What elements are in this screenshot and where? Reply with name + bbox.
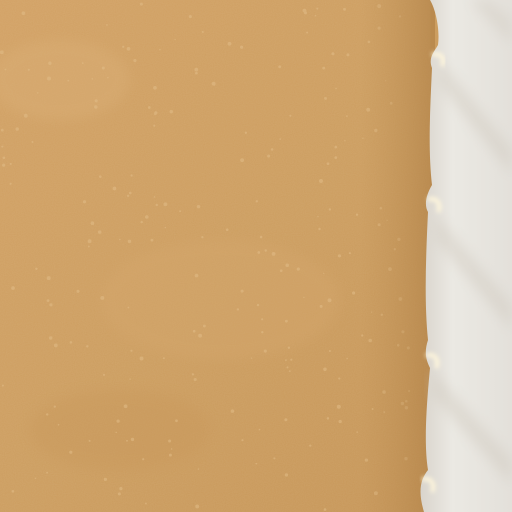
- speckle: [195, 504, 199, 508]
- speckle: [24, 114, 28, 118]
- speckle: [260, 236, 263, 239]
- speckle: [289, 115, 291, 117]
- speckle: [352, 291, 355, 294]
- speckle: [140, 3, 143, 6]
- speckle: [49, 303, 52, 306]
- speckle: [116, 419, 119, 422]
- speckle: [327, 417, 329, 419]
- speckle: [100, 296, 104, 300]
- speckle: [170, 110, 173, 113]
- speckle: [240, 46, 243, 49]
- speckle: [285, 359, 287, 361]
- speckle: [329, 208, 331, 210]
- speckle: [47, 276, 51, 280]
- speckle: [316, 8, 318, 10]
- speckle: [153, 86, 157, 90]
- speckle: [67, 80, 69, 82]
- speckle: [174, 39, 175, 40]
- speckle: [245, 132, 247, 134]
- speckle: [202, 31, 204, 33]
- speckle: [1, 146, 3, 148]
- speckle: [106, 24, 108, 26]
- speckle: [115, 432, 117, 434]
- speckle: [91, 221, 95, 225]
- speckle: [257, 251, 260, 254]
- speckle: [126, 440, 128, 442]
- speckle: [198, 468, 199, 469]
- speckle: [261, 331, 263, 333]
- speckle: [195, 274, 199, 278]
- speckle: [154, 113, 156, 115]
- speckle: [47, 299, 50, 302]
- speckle: [346, 358, 348, 360]
- speckle: [58, 424, 60, 426]
- speckle: [264, 249, 266, 251]
- speckle: [255, 463, 257, 465]
- speckle: [165, 227, 166, 228]
- speckle: [10, 163, 12, 165]
- speckle: [145, 503, 147, 505]
- speckle: [35, 268, 37, 270]
- speckle: [320, 305, 323, 308]
- speckle: [130, 174, 132, 176]
- speckle: [288, 347, 290, 349]
- speckle: [5, 69, 7, 71]
- speckle: [159, 49, 161, 51]
- speckle: [49, 336, 52, 339]
- speckle: [194, 378, 197, 381]
- speckle: [285, 320, 288, 323]
- speckle: [82, 62, 84, 64]
- speckle: [10, 183, 12, 185]
- speckle: [0, 50, 4, 54]
- speckle: [99, 175, 102, 178]
- speckle: [315, 15, 317, 17]
- speckle: [322, 67, 325, 70]
- speckle: [356, 214, 358, 216]
- speckle: [69, 451, 72, 454]
- speckle: [131, 438, 134, 441]
- speckle: [46, 472, 48, 474]
- speckle: [289, 370, 291, 372]
- speckle: [37, 92, 39, 94]
- speckle: [86, 345, 88, 347]
- speckle: [198, 334, 202, 338]
- speckle: [127, 195, 129, 197]
- speckle: [240, 158, 244, 162]
- speckle: [318, 228, 320, 230]
- speckle: [261, 318, 263, 320]
- speckle: [195, 72, 198, 75]
- speckle: [334, 156, 337, 159]
- speckle: [129, 378, 130, 379]
- speckle: [16, 127, 19, 130]
- speckle: [309, 444, 311, 446]
- edge-shadow: [360, 0, 435, 512]
- speckle: [339, 420, 342, 423]
- speckle: [256, 200, 258, 202]
- speckle: [119, 239, 121, 241]
- speckle: [128, 240, 131, 243]
- speckle: [327, 162, 330, 165]
- speckle: [306, 32, 308, 34]
- speckle: [346, 115, 348, 117]
- speckle: [145, 215, 149, 219]
- speckle: [163, 357, 165, 359]
- speckle: [278, 65, 281, 68]
- speckle: [156, 204, 158, 206]
- speckle: [104, 478, 107, 481]
- speckle: [2, 164, 5, 167]
- speckle: [76, 290, 79, 293]
- speckle: [168, 439, 171, 442]
- speckle: [102, 66, 105, 69]
- speckle: [103, 374, 105, 376]
- speckle: [323, 273, 324, 274]
- speckle: [47, 77, 51, 81]
- speckle: [140, 221, 142, 223]
- speckle: [169, 454, 172, 457]
- speckle: [264, 350, 267, 353]
- speckle: [334, 146, 337, 149]
- speckle: [154, 196, 156, 198]
- speckle: [70, 341, 73, 344]
- speckle: [193, 330, 196, 333]
- speckle: [335, 88, 337, 90]
- speckle: [12, 490, 15, 493]
- speckle: [1, 129, 4, 132]
- speckle: [133, 59, 136, 62]
- speckle: [251, 357, 252, 358]
- speckle: [273, 457, 275, 459]
- speckle: [130, 350, 132, 352]
- speckle: [259, 429, 261, 431]
- speckle: [171, 448, 172, 449]
- speckle: [94, 105, 97, 108]
- speckle: [303, 9, 307, 13]
- speckle: [331, 52, 334, 55]
- speckle: [226, 228, 229, 231]
- speckle: [279, 138, 281, 140]
- speckle: [287, 366, 289, 368]
- speckle: [324, 97, 327, 100]
- speckle: [194, 68, 198, 72]
- speckle: [271, 148, 274, 151]
- speckle: [237, 308, 239, 310]
- speckle: [228, 42, 232, 46]
- speckle: [46, 413, 48, 415]
- speckle: [203, 325, 206, 328]
- speckle: [285, 473, 288, 476]
- speckle: [11, 286, 15, 290]
- speckle: [338, 378, 340, 380]
- speckle: [267, 155, 270, 158]
- speckle: [54, 344, 58, 348]
- speckle: [280, 269, 283, 272]
- speckle: [32, 141, 34, 143]
- speckle: [124, 404, 128, 408]
- speckle: [127, 47, 131, 51]
- speckle: [83, 200, 86, 203]
- speckle: [290, 359, 292, 361]
- speckle: [2, 385, 4, 387]
- speckle: [343, 8, 346, 11]
- speckle: [142, 458, 144, 460]
- speckle: [3, 157, 6, 160]
- speckle: [98, 230, 101, 233]
- speckle: [323, 368, 327, 372]
- speckle: [241, 290, 244, 293]
- speckle: [128, 307, 130, 309]
- speckle: [297, 268, 300, 271]
- speckle: [356, 431, 358, 433]
- speckle: [140, 357, 144, 361]
- speckle: [337, 405, 341, 409]
- speckle: [284, 418, 287, 421]
- speckle: [231, 409, 235, 413]
- speckle: [35, 478, 36, 479]
- speckle: [119, 487, 122, 490]
- speckle: [303, 297, 304, 298]
- speckle: [48, 62, 51, 65]
- speckle: [349, 252, 351, 254]
- speckle: [107, 77, 108, 78]
- speckle: [129, 192, 132, 195]
- speckle: [346, 53, 349, 56]
- speckle: [54, 406, 56, 408]
- speckle: [175, 419, 178, 422]
- speckle: [148, 106, 151, 109]
- speckle: [285, 264, 289, 268]
- speckle: [151, 239, 154, 242]
- speckle: [88, 239, 92, 243]
- speckle: [201, 236, 203, 238]
- speckle: [319, 179, 323, 183]
- speckle: [113, 187, 117, 191]
- speckle: [28, 69, 30, 71]
- speckle: [153, 125, 155, 127]
- speckle: [197, 205, 201, 209]
- speckle: [329, 350, 331, 352]
- speckle: [338, 254, 341, 257]
- speckle: [241, 439, 243, 441]
- speckle: [88, 246, 90, 248]
- speckle: [122, 46, 124, 48]
- speckle: [324, 508, 327, 511]
- speckle: [272, 252, 276, 256]
- speckle: [118, 492, 121, 495]
- speckle: [212, 82, 216, 86]
- speckle: [189, 15, 192, 18]
- speckle: [179, 210, 181, 212]
- speckle: [89, 440, 91, 442]
- speckle: [95, 99, 98, 102]
- speckle: [92, 78, 93, 79]
- speckle: [344, 140, 345, 141]
- speckle: [257, 304, 259, 306]
- speckle: [328, 298, 332, 302]
- speckle: [163, 202, 167, 206]
- speckle: [22, 11, 26, 15]
- speckle: [192, 373, 194, 375]
- speckle: [317, 216, 318, 217]
